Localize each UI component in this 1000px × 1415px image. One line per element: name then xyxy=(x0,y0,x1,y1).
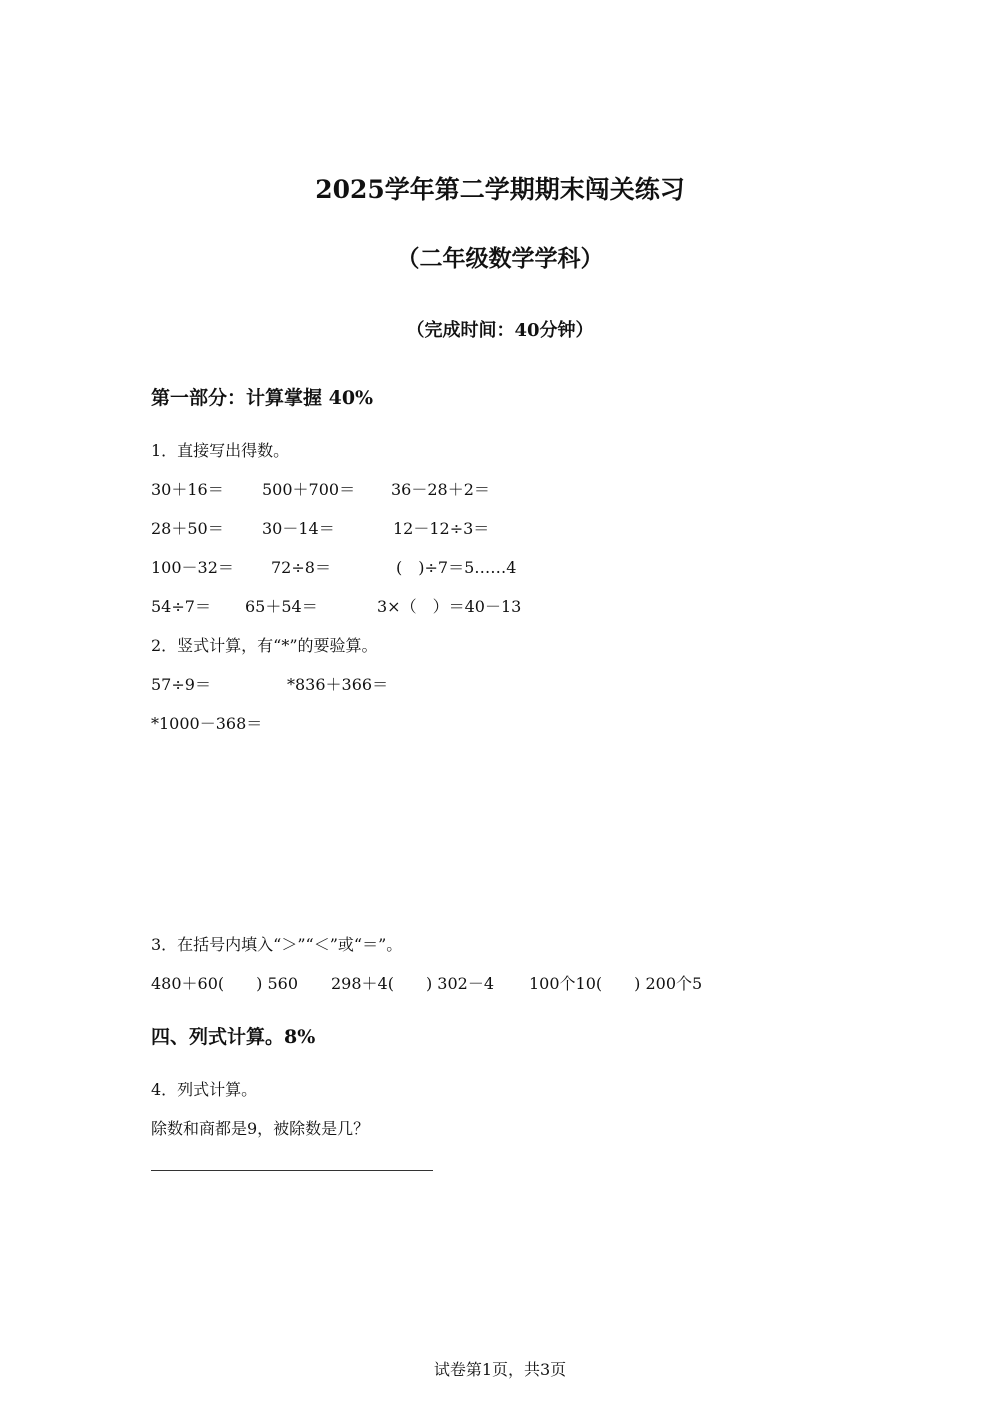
page-footer: 试卷第1页，共3页 xyxy=(433,1360,567,1379)
q1-r3-c2: 72÷8＝ xyxy=(271,558,331,577)
q3-item-2: 298＋4( ) 302－4 xyxy=(331,974,495,993)
q2-item-2: *836＋366＝ xyxy=(287,675,389,694)
q1-r4-c2: 65＋54＝ xyxy=(245,597,318,616)
q2-item-1: 57÷9＝ xyxy=(151,675,211,694)
q1-r1-c3: 36－28＋2＝ xyxy=(391,480,490,499)
q1-r4-c1: 54÷7＝ xyxy=(151,597,211,616)
q4-prompt: 4．列式计算。 xyxy=(151,1080,258,1099)
exam-title: 2025学年第二学期期末闯关练习 xyxy=(315,175,685,204)
q1-r2-c2: 30－14＝ xyxy=(262,519,335,538)
q1-prompt: 1．直接写出得数。 xyxy=(151,441,290,460)
q3-item-1: 480＋60( ) 560 xyxy=(151,974,299,993)
q2-prompt: 2．竖式计算，有“*”的要验算。 xyxy=(151,636,378,655)
q2-item-3: *1000－368＝ xyxy=(151,714,263,733)
exam-subtitle: （二年级数学学科） xyxy=(396,245,604,272)
q1-r1-c1: 30＋16＝ xyxy=(151,480,224,499)
q1-r4-c3: 3×（ ）＝40－13 xyxy=(377,597,522,616)
q4-question: 除数和商都是9，被除数是几？ xyxy=(151,1119,370,1138)
q3-item-3: 100个10( ) 200个5 xyxy=(529,974,703,993)
q1-r3-c1: 100－32＝ xyxy=(151,558,234,577)
q3-prompt: 3．在括号内填入“＞”“＜”或“＝”。 xyxy=(151,935,403,954)
part1-heading: 第一部分：计算掌握 40% xyxy=(151,387,374,409)
q1-r2-c1: 28＋50＝ xyxy=(151,519,224,538)
q1-r1-c2: 500＋700＝ xyxy=(262,480,356,499)
q1-r2-c3: 12－12÷3＝ xyxy=(393,519,490,538)
answer-line[interactable] xyxy=(151,1170,433,1171)
time-note: （完成时间：40分钟） xyxy=(406,320,594,341)
part4-heading: 四、列式计算。8% xyxy=(151,1026,316,1048)
q1-r3-c3: ( )÷7＝5……4 xyxy=(396,558,517,577)
